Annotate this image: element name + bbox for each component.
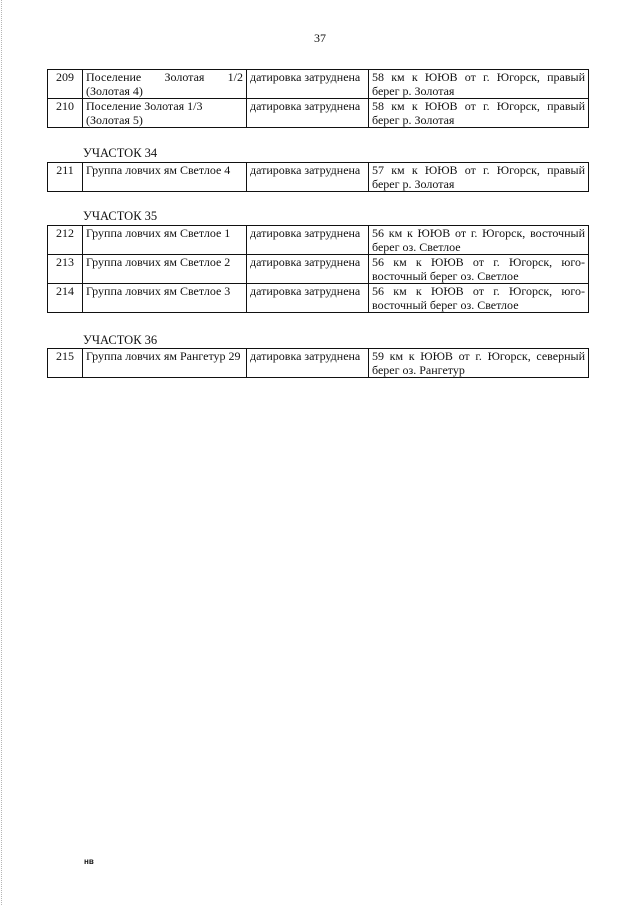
dating: датировка затруднена [247,284,369,313]
registry-table-4 [47,348,589,378]
location: 56 км к ЮЮВ от г. Югорск, юго-восточный берег оз. Светлое [369,255,589,284]
row-number: 215 [48,349,83,378]
section-heading: УЧАСТОК 36 [83,333,158,347]
table-row [48,70,589,99]
site-name: Группа ловчих ям Светлое 2 [83,255,247,284]
location: 58 км к ЮЮВ от г. Югорск, правый берег р. Золотая [369,99,589,128]
page-number: 37 [314,31,326,45]
row-number: 213 [48,255,83,284]
location: 56 км к ЮЮВ от г. Югорск, восточный берег оз. Светлое [369,226,589,255]
footer-mark: нв [84,857,94,866]
table-row [48,284,589,313]
site-name: Поселение Золотая 1/3 (Золотая 5) [83,99,247,128]
dating: датировка затруднена [247,226,369,255]
dating: датировка затруднена [247,99,369,128]
row-number: 212 [48,226,83,255]
scan-edge [1,0,3,905]
table-row [48,349,589,378]
row-number: 209 [48,70,83,99]
section-heading: УЧАСТОК 35 [83,209,158,223]
registry-table-2 [47,162,589,192]
location: 58 км к ЮЮВ от г. Югорск, правый берег р. Золотая [369,70,589,99]
site-name: Группа ловчих ям Светлое 1 [83,226,247,255]
registry-table-1 [47,69,589,128]
dating: датировка затруднена [247,70,369,99]
row-number: 214 [48,284,83,313]
site-name: Группа ловчих ям Светлое 4 [83,163,247,192]
site-name: Группа ловчих ям Светлое 3 [83,284,247,313]
location: 56 км к ЮЮВ от г. Югорск, юго-восточный берег оз. Светлое [369,284,589,313]
table-row [48,255,589,284]
section-heading: УЧАСТОК 34 [83,146,158,160]
dating: датировка затруднена [247,349,369,378]
registry-table-3 [47,225,589,313]
dating: датировка затруднена [247,255,369,284]
table-row [48,226,589,255]
table-row [48,163,589,192]
table-row [48,99,589,128]
location: 57 км к ЮЮВ от г. Югорск, правый берег р. Золотая [369,163,589,192]
row-number: 210 [48,99,83,128]
dating: датировка затруднена [247,163,369,192]
site-name: Поселение Золотая 1/2 (Золотая 4) [83,70,247,99]
row-number: 211 [48,163,83,192]
site-name: Группа ловчих ям Рангетур 29 [83,349,247,378]
location: 59 км к ЮЮВ от г. Югорск, северный берег оз. Рангетур [369,349,589,378]
